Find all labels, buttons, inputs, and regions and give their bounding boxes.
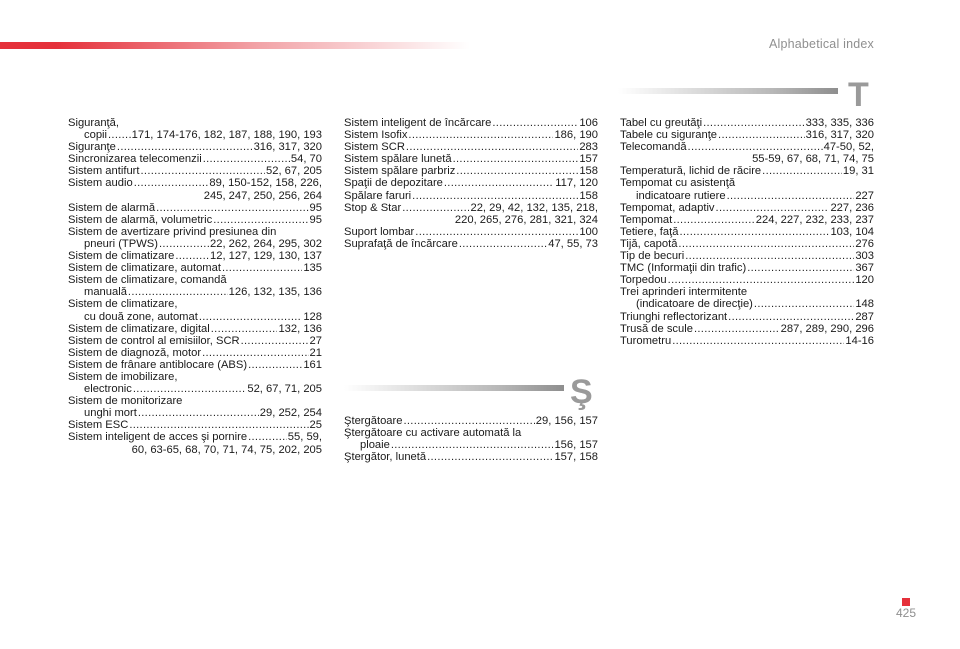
index-term: Tabel cu greutăţi — [620, 117, 703, 129]
index-entry-continuation: 245, 247, 250, 256, 264 — [203, 189, 322, 202]
index-entry — [620, 286, 874, 310]
index-entry-continuation: 60, 63-65, 68, 70, 71, 74, 75, 202, 205 — [131, 443, 322, 456]
index-term: copii — [84, 129, 108, 142]
index-term: Sistem de imobilizare, — [68, 370, 178, 383]
dot-leader — [673, 214, 755, 226]
index-entry — [68, 202, 322, 214]
index-term: Sistem de climatizare, digital — [68, 322, 210, 335]
index-entry — [344, 415, 598, 427]
index-entry-line — [68, 165, 322, 177]
dot-leader — [716, 202, 830, 214]
index-entry — [68, 165, 322, 177]
dot-leader — [408, 129, 553, 141]
index-term: Sistem inteligent de acces şi pornire — [68, 431, 248, 444]
index-term: Tip de becuri — [620, 250, 685, 263]
index-entry — [68, 323, 322, 335]
index-term: unghi mort — [84, 407, 137, 420]
page-references: 157, 158 — [554, 451, 598, 464]
page-header-title: Alphabetical index — [768, 37, 874, 51]
dot-leader — [492, 117, 578, 129]
page-references: 22, 262, 264, 295, 302 — [210, 237, 322, 250]
index-entry-line — [68, 347, 322, 359]
index-entry-line — [68, 250, 322, 262]
index-term: Ştergătoare cu activare automată la — [344, 427, 522, 440]
index-entry — [68, 250, 322, 262]
dot-leader — [412, 190, 578, 202]
index-term: Sistem inteligent de încărcare — [344, 117, 492, 129]
index-term: Stop & Star — [344, 201, 402, 214]
dot-leader — [175, 250, 209, 262]
page-references: 128 — [303, 310, 322, 323]
index-entry — [620, 274, 874, 286]
page-references: 367 — [855, 262, 874, 275]
dot-leader — [117, 141, 253, 153]
index-term: Sistem audio — [68, 177, 133, 190]
index-term: Sincronizarea telecomenzii — [68, 153, 202, 166]
index-entry — [68, 298, 322, 322]
dot-leader — [754, 298, 854, 310]
index-entry-line — [620, 238, 874, 250]
index-entry-line — [344, 439, 598, 451]
page-references: 227, 236 — [830, 201, 874, 214]
page-references: 27 — [309, 334, 322, 347]
dot-leader — [202, 347, 308, 359]
index-entry — [620, 129, 874, 141]
index-entry — [344, 238, 598, 250]
index-entry — [68, 262, 322, 274]
index-entry — [68, 335, 322, 347]
dot-leader — [211, 323, 278, 335]
page-references: 29, 156, 157 — [535, 415, 598, 427]
index-term: Sistem ESC — [68, 419, 129, 432]
index-term: Ştergătoare — [344, 415, 403, 427]
page-references: 158 — [579, 165, 598, 178]
index-entry-line — [68, 117, 322, 129]
page-references: 22, 29, 42, 132, 135, 218, — [470, 201, 598, 214]
index-term: Sistem de climatizare — [68, 250, 175, 263]
index-entry-line — [68, 335, 322, 347]
index-entry-line — [68, 214, 322, 226]
dot-leader — [762, 165, 842, 177]
index-term: ploaie — [360, 439, 390, 452]
page-references: 14-16 — [845, 334, 874, 347]
index-term: Sistem de climatizare, — [68, 298, 178, 311]
dot-leader — [427, 451, 553, 463]
dot-leader — [128, 286, 228, 298]
page-references: 158 — [579, 189, 598, 202]
dot-leader — [138, 407, 259, 419]
index-entry-continuation: 220, 265, 276, 281, 321, 324 — [454, 213, 598, 226]
letter-t-divider — [618, 88, 838, 94]
page-references: 55, 59, — [287, 431, 322, 444]
dot-leader — [133, 383, 246, 395]
dot-leader — [727, 190, 855, 202]
page-references: 135 — [303, 262, 322, 275]
page-references: 224, 227, 232, 233, 237 — [755, 213, 874, 226]
index-term: Spaţii de depozitare — [344, 177, 443, 190]
index-entry-line — [68, 286, 322, 298]
index-entry-line — [620, 190, 874, 202]
index-term: Torpedou — [620, 274, 667, 287]
index-term: Sistem de alarmă, volumetric — [68, 213, 213, 226]
dot-leader — [141, 165, 265, 177]
dot-leader — [747, 262, 854, 274]
index-entry — [68, 371, 322, 395]
index-term: Tempomat — [620, 213, 673, 226]
index-entry-line — [68, 431, 322, 443]
dot-leader — [159, 238, 209, 250]
index-entry-line — [344, 153, 598, 165]
page-references: 47, 55, 73 — [548, 237, 598, 250]
page-references: 156, 157 — [554, 439, 598, 452]
dot-leader — [248, 431, 287, 443]
page-references: 148 — [855, 298, 874, 311]
index-entry — [344, 177, 598, 189]
page-references: 19, 31 — [842, 165, 874, 178]
index-entry-line — [620, 214, 874, 226]
dot-leader — [453, 153, 579, 165]
index-term: Suport lombar — [344, 225, 415, 238]
index-entry-line — [620, 274, 874, 286]
dot-leader — [718, 129, 805, 141]
section-letter-t: T — [848, 76, 869, 114]
index-entry-line — [620, 250, 874, 262]
index-term: electronic — [84, 383, 132, 396]
index-entry — [620, 323, 874, 335]
index-entry-line — [68, 383, 322, 395]
page-references: 161 — [303, 358, 322, 371]
dot-leader — [678, 238, 854, 250]
index-entry — [620, 141, 874, 165]
index-entry-continuation: 55-59, 67, 68, 71, 74, 75 — [752, 153, 874, 166]
index-entry — [620, 165, 874, 177]
index-entry-line — [344, 451, 598, 463]
page-references: 333, 335, 336 — [805, 117, 874, 129]
dot-leader — [459, 238, 547, 250]
index-entry — [68, 419, 322, 431]
page-references: 106 — [579, 117, 598, 129]
index-term: Sistem de alarmă — [68, 201, 156, 214]
index-term: Sistem de monitorizare — [68, 395, 183, 408]
index-entry-line — [344, 415, 598, 427]
page-references: 276 — [855, 237, 874, 250]
dot-leader — [679, 226, 829, 238]
index-entry-line — [620, 117, 874, 129]
index-entry-line — [68, 371, 322, 383]
index-entry — [68, 226, 322, 250]
index-entry-line — [68, 177, 322, 189]
index-entry — [344, 117, 598, 129]
index-entry — [620, 262, 874, 274]
index-entry — [344, 153, 598, 165]
page-references: 100 — [579, 225, 598, 238]
dot-leader — [444, 177, 554, 189]
dot-leader — [199, 311, 303, 323]
page-references: 117, 120 — [555, 177, 598, 190]
index-term: Sistem spălare parbriz — [344, 165, 456, 178]
index-entry-line — [620, 177, 874, 189]
index-entry — [68, 177, 322, 201]
index-term: Trusă de scule — [620, 322, 693, 335]
page-references: 303 — [855, 250, 874, 263]
index-entry-line — [620, 262, 874, 274]
index-entry-line — [344, 226, 598, 238]
page-references: 186, 190 — [554, 129, 598, 142]
page-references: 316, 317, 320 — [253, 141, 322, 154]
page-references: 95 — [309, 201, 322, 214]
dot-leader — [402, 202, 469, 214]
index-entry-line — [68, 262, 322, 274]
index-term: Sistem Isofix — [344, 129, 408, 142]
index-term: Tabele cu siguranţe — [620, 129, 718, 142]
index-term: cu două zone, automat — [84, 310, 198, 323]
index-entry — [344, 226, 598, 238]
index-entry — [344, 129, 598, 141]
index-term: Tijă, capotă — [620, 237, 678, 250]
index-entry — [620, 311, 874, 323]
index-term: indicatoare rutiere — [636, 189, 726, 202]
index-term: Ştergător, lunetă — [344, 451, 427, 464]
index-entry-line — [344, 427, 598, 439]
dot-leader — [248, 359, 302, 371]
dot-leader — [703, 117, 804, 129]
page-references: 132, 136 — [278, 322, 322, 335]
page-references: 47-50, 52, — [823, 141, 874, 154]
index-term: TMC (Informaţii din trafic) — [620, 262, 747, 275]
index-term: Temperatură, lichid de răcire — [620, 165, 762, 178]
index-term: Suprafaţă de încărcare — [344, 237, 458, 250]
page-references: 29, 252, 254 — [259, 407, 322, 420]
page-references: 95 — [309, 213, 322, 226]
dot-leader — [222, 262, 302, 274]
section-letter-s: Ş — [570, 373, 593, 411]
index-entry — [68, 347, 322, 359]
index-term: Sistem antifurt — [68, 165, 140, 178]
index-entry-line — [68, 153, 322, 165]
index-entry-line — [68, 311, 322, 323]
index-entry-line — [344, 190, 598, 202]
index-column-2-s-section — [344, 415, 598, 463]
index-entry-line — [620, 311, 874, 323]
index-entry — [68, 141, 322, 153]
index-entry — [620, 117, 874, 129]
index-entry-line — [344, 165, 598, 177]
index-entry-line — [68, 323, 322, 335]
index-column-2 — [344, 117, 598, 250]
index-entry-line — [344, 238, 598, 250]
dot-leader — [213, 214, 308, 226]
index-entry-line — [620, 165, 874, 177]
page-references: 52, 67, 71, 205 — [247, 383, 322, 396]
index-entry-line — [344, 177, 598, 189]
dot-leader — [728, 311, 854, 323]
index-entry-line — [68, 226, 322, 238]
page-references: 52, 67, 205 — [266, 165, 322, 178]
index-entry-line — [620, 335, 874, 347]
index-entry — [344, 141, 598, 153]
page-marker — [902, 598, 910, 606]
index-entry-line — [620, 202, 874, 214]
page-references: 120 — [855, 274, 874, 287]
index-term: Sistem SCR — [344, 141, 405, 154]
index-entry — [68, 274, 322, 298]
index-entry — [344, 190, 598, 202]
header-accent-bar — [0, 42, 470, 49]
dot-leader — [668, 274, 855, 286]
page-references: 25 — [309, 419, 322, 432]
dot-leader — [403, 415, 534, 427]
index-column-1 — [68, 117, 322, 456]
dot-leader — [391, 439, 554, 451]
index-entry — [68, 153, 322, 165]
index-entry-line — [68, 359, 322, 371]
page-references: 54, 70 — [290, 153, 322, 166]
index-entry-line — [620, 129, 874, 141]
dot-leader — [694, 323, 780, 335]
index-entry-line — [344, 141, 598, 153]
dot-leader — [672, 335, 844, 347]
page-references: 157 — [579, 153, 598, 166]
page-references: 171, 174-176, 182, 187, 188, 190, 193 — [131, 129, 322, 142]
index-term: Telecomandă — [620, 141, 687, 154]
index-entry-line — [620, 298, 874, 310]
index-entry-line — [68, 238, 322, 250]
index-term: Sistem spălare lunetă — [344, 153, 452, 166]
page-references: 89, 150-152, 158, 226, — [209, 177, 322, 190]
dot-leader — [688, 141, 823, 153]
index-entry-line — [68, 407, 322, 419]
dot-leader — [241, 335, 309, 347]
index-term: Sistem de climatizare, automat — [68, 262, 221, 275]
page-references: 287 — [855, 310, 874, 323]
index-term: Turometru — [620, 334, 672, 347]
index-entry — [68, 214, 322, 226]
dot-leader — [134, 177, 209, 189]
index-entry — [620, 202, 874, 214]
index-column-3 — [620, 117, 874, 347]
dot-leader — [203, 153, 290, 165]
index-term: Siguranţă, — [68, 117, 119, 129]
page-references: 21 — [309, 346, 322, 359]
dot-leader — [129, 419, 308, 431]
page-number: 425 — [895, 606, 916, 620]
index-entry — [68, 359, 322, 371]
index-term: Tempomat, adaptiv — [620, 201, 715, 214]
page-references: 227 — [855, 189, 874, 202]
index-entry-line — [68, 395, 322, 407]
index-term: Sistem de avertizare privind presiunea din — [68, 225, 277, 238]
index-entry — [620, 238, 874, 250]
dot-leader — [108, 129, 131, 141]
index-entry — [68, 395, 322, 419]
dot-leader — [406, 141, 578, 153]
dot-leader — [685, 250, 854, 262]
index-entry — [620, 226, 874, 238]
page-references: 287, 289, 290, 296 — [780, 322, 874, 335]
page-references: 283 — [579, 141, 598, 154]
index-entry-line — [620, 323, 874, 335]
index-entry-line — [344, 202, 598, 214]
index-entry — [620, 177, 874, 201]
index-entry-line — [620, 286, 874, 298]
index-entry-line — [344, 129, 598, 141]
index-term: Triunghi reflectorizant — [620, 310, 728, 323]
index-entry — [68, 431, 322, 455]
index-term: Sistem de diagnoză, motor — [68, 346, 202, 359]
page-references: 316, 317, 320 — [805, 129, 874, 142]
index-term: Sistem de control al emisiilor, SCR — [68, 334, 240, 347]
index-entry — [68, 117, 322, 141]
index-term: Sistem de frânare antiblocare (ABS) — [68, 358, 248, 371]
index-term: Trei aprinderi intermitente — [620, 286, 748, 299]
dot-leader — [156, 202, 308, 214]
index-entry-line — [620, 141, 874, 153]
index-entry-line — [344, 117, 598, 129]
page-references: 12, 127, 129, 130, 137 — [210, 250, 322, 263]
index-entry-line — [68, 298, 322, 310]
index-entry-line — [68, 129, 322, 141]
index-entry-line — [68, 419, 322, 431]
index-entry — [344, 427, 598, 451]
index-term: (indicatoare de direcţie) — [636, 298, 753, 311]
index-entry-line — [68, 141, 322, 153]
dot-leader — [456, 165, 578, 177]
index-term: Siguranţe — [68, 141, 116, 154]
index-term: Tempomat cu asistenţă — [620, 177, 736, 190]
index-entry-line — [68, 202, 322, 214]
index-entry-line — [620, 226, 874, 238]
page-references: 103, 104 — [830, 225, 874, 238]
index-entry — [620, 214, 874, 226]
index-entry — [344, 202, 598, 226]
index-term: Tetiere, faţă — [620, 225, 679, 238]
index-entry — [620, 335, 874, 347]
index-entry — [620, 250, 874, 262]
letter-s-divider — [344, 385, 564, 391]
dot-leader — [415, 226, 578, 238]
index-term: manuală — [84, 286, 127, 299]
index-entry — [344, 165, 598, 177]
index-entry — [344, 451, 598, 463]
page-references: 126, 132, 135, 136 — [228, 286, 322, 299]
index-term: Spălare faruri — [344, 189, 412, 202]
index-entry-line — [68, 274, 322, 286]
index-term: pneuri (TPWS) — [84, 237, 158, 250]
index-term: Sistem de climatizare, comandă — [68, 274, 227, 287]
